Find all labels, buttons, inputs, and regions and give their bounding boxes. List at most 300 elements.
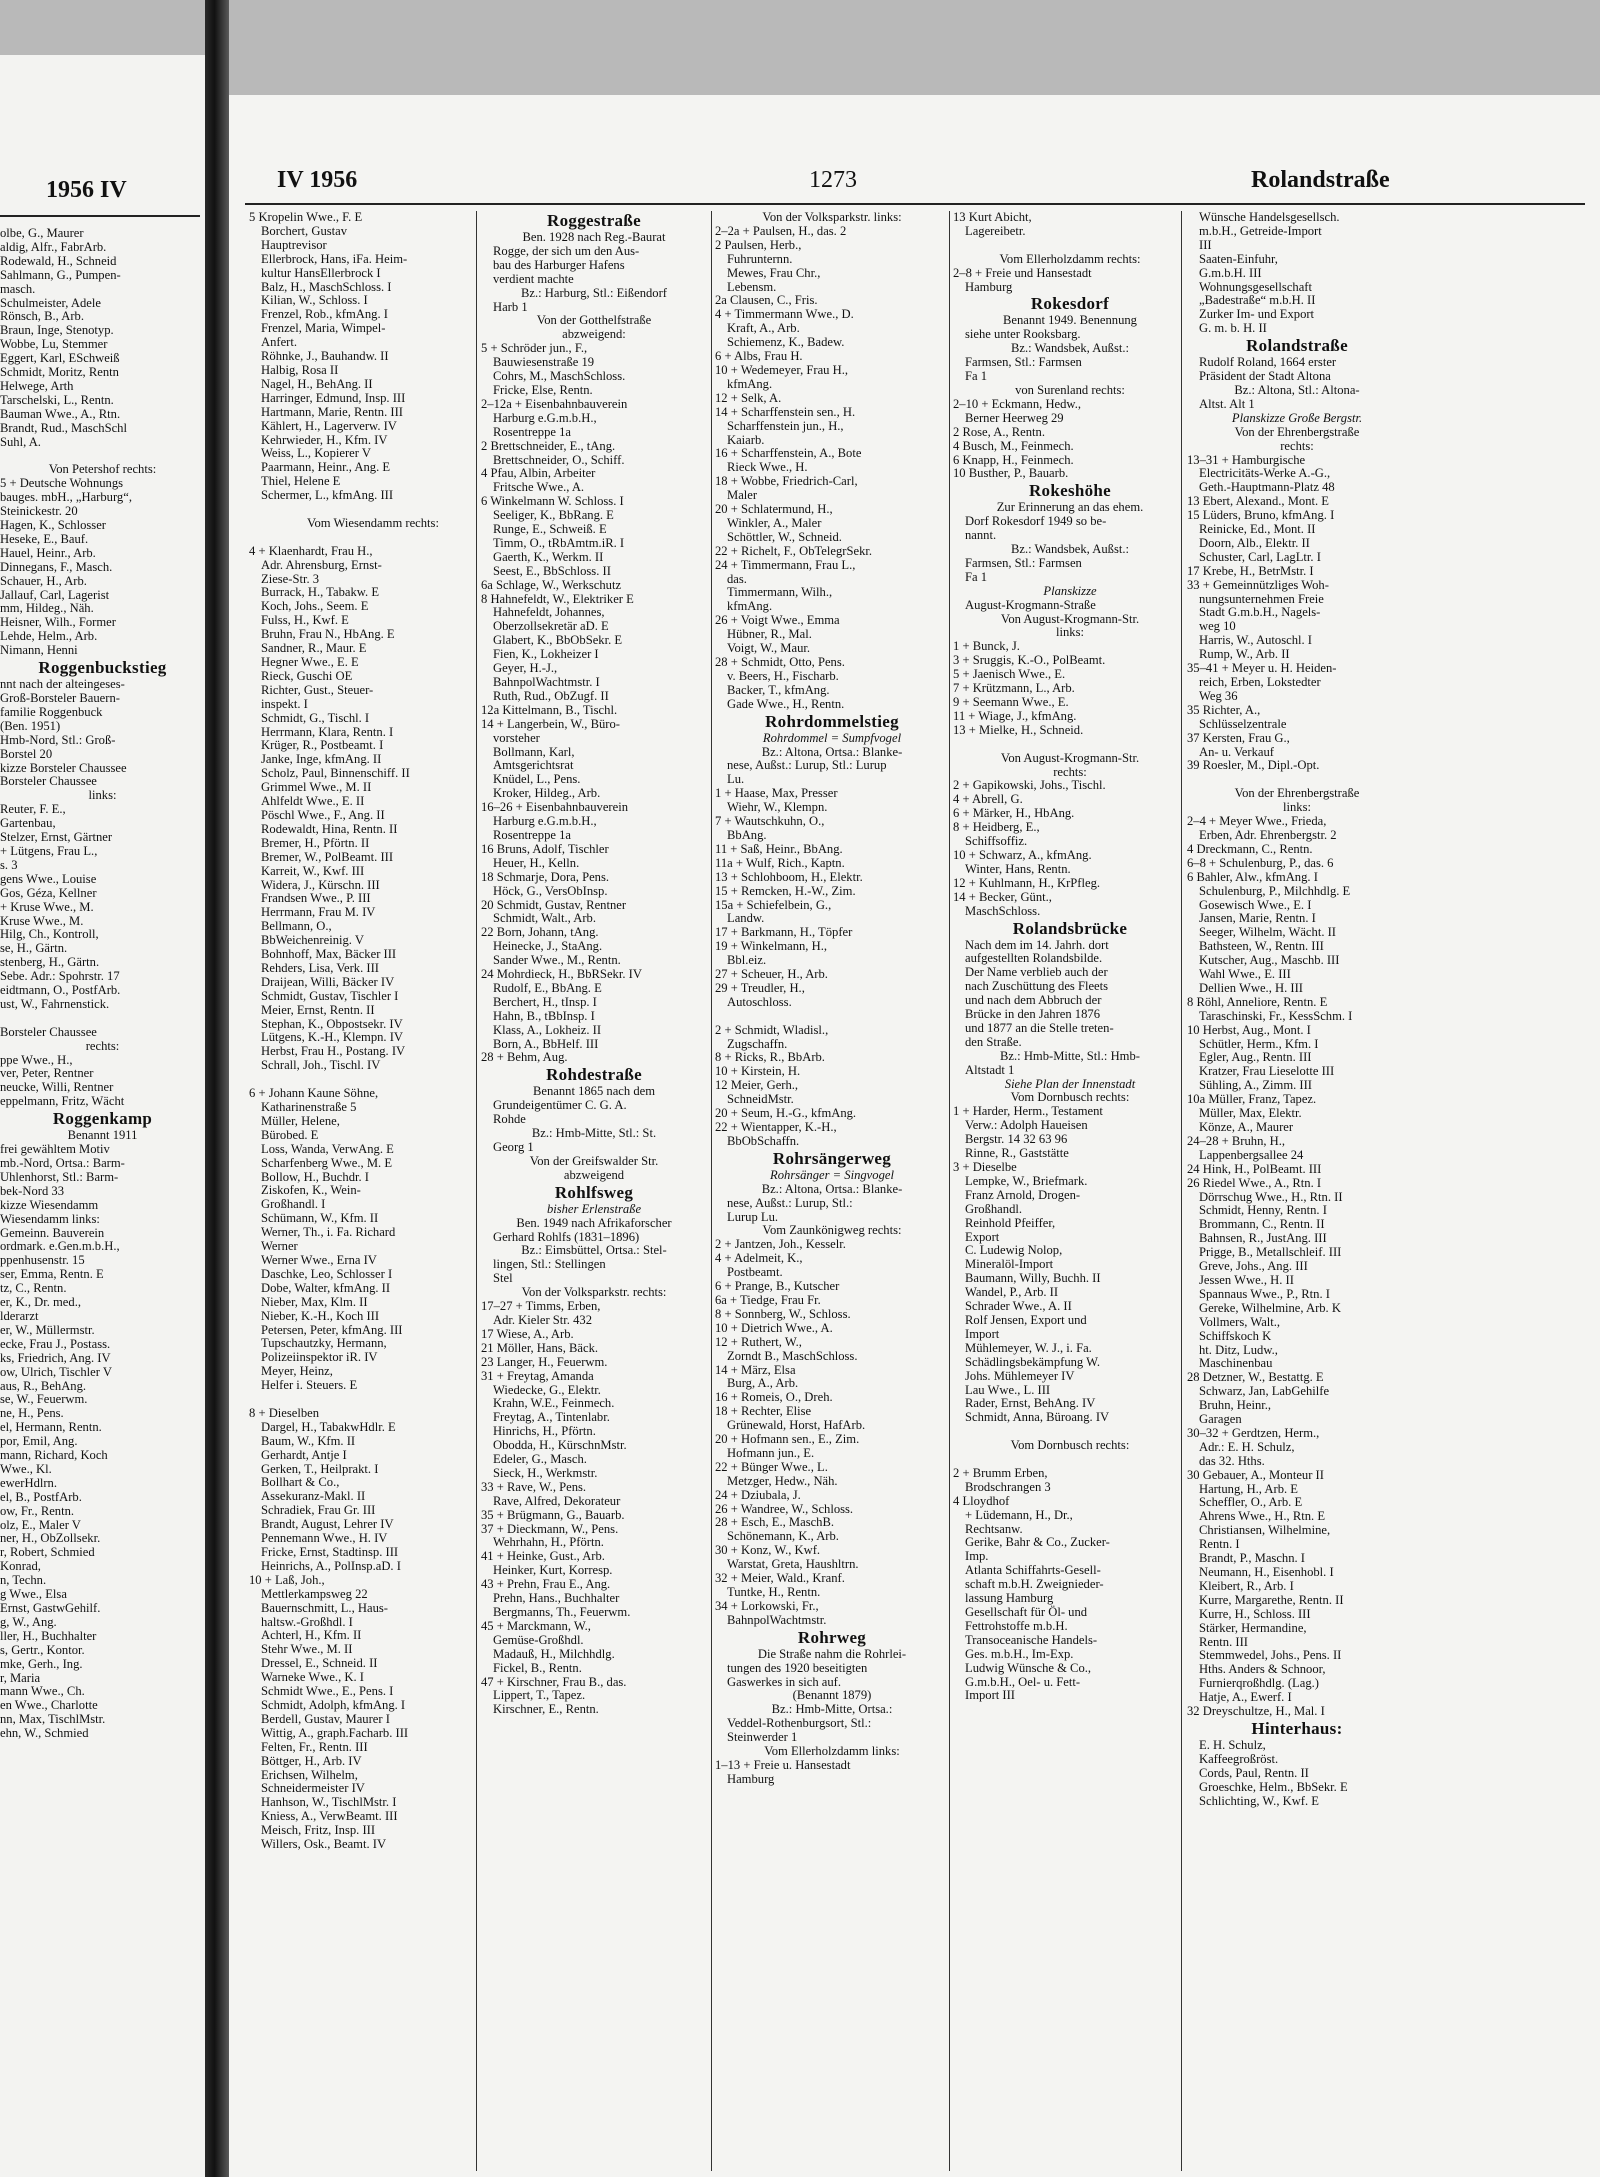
directory-entry: Bruhn, Frau N., HbAng. E	[261, 627, 395, 642]
directory-entry: G. m. b. H. II	[1199, 321, 1267, 336]
directory-entry: Wobbe, Lu, Stemmer	[0, 337, 108, 352]
directory-entry: Wiedecke, G., Elektr.	[493, 1382, 601, 1397]
directory-entry: 4 Pfau, Albin, Arbeiter	[481, 466, 596, 481]
directory-entry: 16 + Scharffenstein, A., Bote	[715, 446, 862, 461]
directory-entry	[715, 1010, 949, 1024]
directory-entry: Bremer, W., PolBeamt. III	[261, 849, 394, 864]
directory-entry: Dobe, Walter, kfmAng. II	[261, 1280, 391, 1295]
directory-entry: mm, Hildeg., Näh.	[0, 601, 94, 616]
directory-entry: olz, E., Maler V	[0, 1517, 81, 1532]
directory-entry: inspekt. I	[261, 696, 308, 711]
directory-entry: Draijean, Willi, Bäcker IV	[261, 974, 395, 989]
directory-entry: 13 + Mielke, H., Schneid.	[953, 722, 1084, 737]
directory-entry: nn, Max, TischlMstr.	[0, 1712, 106, 1727]
directory-entry: 22 Born, Johann, tAng.	[481, 925, 599, 940]
directory-entry: Neumann, H., Eisenhobl. I	[1199, 1565, 1334, 1579]
directory-entry: Meier, Ernst, Rentn. II	[261, 1002, 375, 1017]
directory-entry: Koch, Johs., Seem. E	[261, 599, 369, 614]
directory-entry: Spannaus Wwe., P., Rtn. I	[1199, 1286, 1330, 1301]
directory-entry: 5 + Schröder jun., F.,	[481, 341, 588, 356]
directory-entry: Kilian, W., Schloss. I	[261, 293, 368, 308]
directory-entry: Fulss, H., Kwf. E	[261, 613, 349, 628]
directory-entry: Kurre, Margarethe, Rentn. II	[1199, 1592, 1344, 1607]
directory-entry: 10a Müller, Franz, Tapez.	[1187, 1092, 1317, 1107]
directory-entry: Gaswerkes in sich auf.	[727, 1674, 842, 1689]
directory-entry: Schrall, Joh., Tischl. IV	[261, 1058, 381, 1073]
directory-entry: kfmAng.	[727, 376, 773, 391]
directory-entry: Gaerth, K., Werkm. II	[493, 549, 604, 564]
directory-entry: Zugschaffn.	[727, 1036, 788, 1051]
directory-entry: 1 + Haase, Max, Presser	[715, 786, 838, 801]
directory-entry: 11a + Wulf, Rich., Kaptn.	[715, 855, 845, 870]
directory-entry: 2–4 + Meyer Wwe., Frieda,	[1187, 814, 1327, 829]
directory-entry: s. 3	[0, 857, 18, 872]
directory-entry: Seeger, Wilhelm, Wächt. II	[1199, 925, 1337, 940]
directory-entry: Brandt, P., Maschn. I	[1199, 1551, 1305, 1566]
directory-entry: rechts:	[1053, 764, 1087, 779]
directory-entry: links:	[88, 788, 117, 803]
directory-entry: Ruth, Rud., ObZugf. II	[493, 688, 609, 703]
directory-entry: Benannt 1865 nach dem	[532, 1084, 656, 1099]
directory-entry: Ges. m.b.H., Im-Exp.	[965, 1646, 1074, 1661]
street-heading: Rohrsängerweg	[772, 1148, 892, 1168]
directory-entry: 16–26 + Eisenbahnbauverein	[481, 800, 628, 815]
directory-entry: Stärker, Hermandine,	[1199, 1620, 1307, 1635]
directory-entry: en Wwe., Charlotte	[0, 1698, 98, 1713]
directory-entry: Bergmanns, Th., Feuerwm.	[493, 1605, 631, 1619]
directory-entry: Gerhardt, Antje I	[261, 1447, 347, 1462]
directory-entry: Rader, Ernst, BehAng. IV	[965, 1396, 1096, 1411]
directory-entry: Imp.	[965, 1549, 989, 1564]
column-separator	[1181, 211, 1182, 2171]
directory-entry: BbAng.	[727, 827, 767, 842]
directory-entry: m.b.H., Getreide-Import	[1199, 223, 1322, 238]
directory-entry: aldig, Alfr., FabrArb.	[0, 239, 107, 254]
directory-entry: Zur Erinnerung an das ehem.	[996, 500, 1144, 515]
directory-entry: Glabert, K., BbObSekr. E	[493, 633, 623, 648]
directory-entry: 28 Detzner, W., Bestattg. E	[1187, 1370, 1324, 1385]
directory-entry: Gos, Géza, Kellner	[0, 885, 97, 900]
directory-entry: 10 + Schwarz, A., kfmAng.	[953, 847, 1092, 862]
directory-entry: 7 + Krützmann, L., Arb.	[953, 681, 1075, 696]
left-column-entries	[0, 227, 205, 1741]
directory-entry: eppelmann, Fritz, Wächt	[0, 1094, 125, 1109]
directory-entry: Ahlfeldt Wwe., E. II	[261, 794, 365, 809]
directory-entry: 3 + Sruggis, K.-O., PolBeamt.	[953, 653, 1106, 668]
directory-entry: Fuhrunternn.	[727, 251, 793, 266]
directory-entry: Balz, H., MaschSchloss. I	[261, 279, 392, 294]
directory-entry: Runge, E., Schweiß. E	[493, 522, 607, 537]
directory-entry: Georg 1	[493, 1140, 534, 1154]
directory-entry: Rosentreppe 1a	[493, 827, 571, 842]
directory-entry: links:	[1056, 625, 1084, 640]
directory-entry: Obodda, H., KürschnMstr.	[493, 1438, 627, 1453]
directory-entry: Hinrichs, H., Pförtn.	[493, 1424, 596, 1439]
directory-entry: Vom Dornbusch rechts:	[1010, 1090, 1130, 1105]
directory-entry: siehe unter Rooksbarg.	[965, 327, 1081, 342]
directory-entry: Warstat, Greta, Haushltrn.	[727, 1557, 859, 1572]
directory-entry: Klass, A., Lokheiz. II	[493, 1022, 602, 1037]
directory-entry: 2–10 + Eckmann, Hedw.,	[953, 396, 1081, 411]
directory-entry: Thiel, Helene E	[261, 474, 341, 489]
directory-entry: Heuer, H., Kelln.	[493, 855, 580, 870]
directory-entry: Lau Wwe., L. III	[965, 1382, 1051, 1397]
directory-entry: Planskizze Große Bergstr.	[1231, 410, 1363, 425]
directory-entry: Vom Ellerholzdamm links:	[764, 1744, 900, 1759]
directory-entry: Hauptrevisor	[261, 237, 327, 252]
directory-entry: Rönsch, B., Arb.	[0, 309, 84, 324]
directory-entry: Ernst, GastwGehilf.	[0, 1601, 101, 1615]
column-1	[249, 211, 497, 1852]
directory-entry: Bremer, H., Pförtn. II	[261, 835, 370, 850]
directory-entry: Scheffler, O., Arb. E	[1199, 1495, 1303, 1510]
directory-entry: Schmidt, Moritz, Rentn	[0, 365, 119, 380]
directory-entry: Export	[965, 1229, 1000, 1244]
directory-entry: Grundeigentümer C. G. A.	[493, 1098, 627, 1113]
directory-entry: Hatje, A., Ewerf. I	[1199, 1690, 1292, 1705]
directory-entry: Garagen	[1199, 1412, 1242, 1427]
directory-entry: Rave, Alfred, Dekorateur	[493, 1493, 621, 1508]
directory-entry: + Lüdemann, H., Dr.,	[965, 1507, 1073, 1522]
directory-entry: Vom Ellerholzdamm rechts:	[999, 251, 1141, 266]
directory-entry: Rechtsanw.	[965, 1521, 1023, 1536]
directory-entry: 32 Dreyschultze, H., Mal. I	[1187, 1704, 1325, 1719]
directory-entry: (Ben. 1951)	[0, 718, 61, 733]
street-heading: Rohrweg	[797, 1627, 867, 1647]
directory-entry: Ludwig Wünsche & Co.,	[965, 1660, 1092, 1675]
directory-entry: Halbig, Rosa II	[261, 362, 339, 377]
directory-entry: Suhl, A.	[0, 434, 41, 449]
directory-entry	[953, 1425, 1187, 1439]
directory-entry: Backer, T., kfmAng.	[727, 682, 830, 697]
column-3	[715, 211, 949, 1787]
directory-entry: lingen, Stl.: Stellingen	[493, 1257, 606, 1272]
directory-entry: Fa 1	[965, 369, 988, 384]
directory-entry: Furnierqroßhdlg. (Lag.)	[1199, 1676, 1319, 1691]
directory-entry: Schönemann, K., Arb.	[727, 1529, 839, 1544]
directory-entry: 37 + Dieckmann, W., Pens.	[481, 1521, 619, 1536]
directory-entry: Hauel, Heinr., Arb.	[0, 545, 96, 560]
directory-entry: er, W., Müllermstr.	[0, 1322, 95, 1337]
directory-entry: Winter, Hans, Rentn.	[965, 861, 1071, 876]
directory-entry: Ahrens Wwe., H., Rtn. E	[1199, 1509, 1326, 1524]
directory-entry: Bohnhoff, Max, Bäcker III	[261, 947, 397, 962]
directory-entry: Harb 1	[493, 299, 528, 314]
directory-entry: 18 + Wobbe, Friedrich-Carl,	[715, 474, 858, 489]
directory-entry: Gerhard Rohlfs (1831–1896)	[493, 1229, 640, 1244]
directory-entry: Wwe., Kl.	[0, 1461, 52, 1476]
directory-entry: mke, Gerh., Ing.	[0, 1656, 83, 1671]
directory-entry: ner, H., ObZollsekr.	[0, 1531, 101, 1546]
directory-entry: Berner Heerweg 29	[965, 410, 1064, 425]
directory-entry: Bürobed. E	[261, 1127, 319, 1142]
directory-entry: tz, C., Rentn.	[0, 1281, 67, 1296]
directory-entry: Willers, Osk., Beamt. IV	[261, 1837, 387, 1852]
directory-entry: Röhnke, J., Bauhandw. II	[261, 349, 389, 364]
directory-entry: Vom Zaunkönigweg rechts:	[762, 1223, 902, 1238]
directory-entry: kultur HansEllerbrock I	[261, 265, 381, 280]
directory-entry: Prehn, Hans., Buchhalter	[493, 1591, 620, 1606]
directory-entry: Schmidt, Anna, Büroang. IV	[965, 1410, 1110, 1425]
directory-entry: 37 Kersten, Frau G.,	[1187, 730, 1290, 745]
directory-entry: Lippert, T., Tapez.	[493, 1688, 586, 1703]
directory-entry: Schmidt, Gustav, Tischler I	[261, 988, 399, 1003]
directory-entry: 30 Gebauer, A., Monteur II	[1187, 1467, 1324, 1482]
directory-entry: Widera, J., Kürschn. III	[261, 877, 380, 892]
directory-entry: Rudolf, E., BbAng. E	[493, 980, 602, 995]
directory-entry: vorsteher	[493, 730, 540, 745]
directory-entry: 2 Brettschneider, E., tAng.	[481, 438, 616, 453]
directory-entry: Kniess, A., VerwBeamt. III	[261, 1809, 398, 1824]
directory-entry: Brodschrangen 3	[965, 1479, 1051, 1494]
directory-entry: Steinwerder 1	[727, 1730, 798, 1745]
directory-entry: Kratzer, Frau Lieselotte III	[1199, 1064, 1335, 1079]
directory-entry: Warneke Wwe., K. I	[261, 1670, 364, 1685]
directory-entry: Frenzel, Maria, Wimpel-	[261, 321, 386, 336]
directory-entry: 26 Riedel Wwe., A., Rtn. I	[1187, 1175, 1322, 1190]
directory-entry: Madauß, H., Milchhdlg.	[493, 1646, 615, 1661]
directory-entry: Tarschelski, L., Rentn.	[0, 392, 114, 407]
directory-entry: links:	[1283, 800, 1311, 815]
street-heading: Rolandsbrücke	[1012, 918, 1128, 938]
directory-entry: Atlanta Schiffahrts-Gesell-	[965, 1563, 1101, 1578]
directory-entry: 45 + Marckmann, W.,	[481, 1618, 591, 1633]
directory-entry: Erben, Adr. Ehrenbergstr. 2	[1199, 827, 1337, 842]
directory-entry: Timm, O., tRbAmtm.iR. I	[493, 535, 625, 550]
directory-entry: Wohnungsgesellschaft	[1199, 279, 1313, 294]
directory-entry: bek-Nord 33	[0, 1183, 65, 1198]
directory-entry: ppenhusenstr. 15	[0, 1253, 85, 1268]
directory-entry: Kurre, H., Schloss. III	[1199, 1606, 1311, 1621]
directory-entry: Import III	[965, 1688, 1016, 1703]
directory-entry: Bathsteen, W., Rentn. III	[1199, 939, 1324, 954]
directory-entry: 8 + Ricks, R., BbArb.	[715, 1050, 825, 1065]
directory-entry: 5 + Deutsche Wohnungs	[0, 476, 124, 491]
directory-entry: Rehders, Lisa, Verk. III	[261, 960, 379, 975]
directory-entry: 8 + Heidberg, E.,	[953, 820, 1040, 835]
directory-entry: 24 + Timmermann, Frau L.,	[715, 557, 856, 572]
directory-entry: Von der Greifswalder Str.	[529, 1153, 659, 1168]
directory-entry: Von August-Krogmann-Str.	[1000, 750, 1140, 765]
directory-entry: 4 + Abrell, G.	[953, 792, 1023, 807]
directory-entry: 10 + Laß, Joh.,	[249, 1572, 325, 1587]
directory-entry: Stehr Wwe., M. II	[261, 1642, 353, 1657]
directory-entry: SchneidMstr.	[727, 1092, 794, 1107]
street-heading: Rolandstraße	[1246, 336, 1348, 356]
directory-entry: 10 Herbst, Aug., Mont. I	[1187, 1022, 1311, 1037]
directory-entry: Heisner, Wilh., Former	[0, 615, 116, 630]
directory-entry: Petersen, Peter, kfmAng. III	[261, 1322, 403, 1337]
directory-entry: Jessen Wwe., H. II	[1199, 1272, 1294, 1287]
directory-entry: s, Gertr., Kontor.	[0, 1642, 85, 1657]
directory-entry: Fricke, Else, Rentn.	[493, 382, 593, 397]
street-heading: Rokesdorf	[1030, 294, 1110, 314]
directory-entry: 24–28 + Bruhn, H.,	[1187, 1133, 1286, 1148]
directory-entry: Bahnsen, R., JustAng. III	[1199, 1231, 1327, 1246]
directory-entry: 5 + Jaenisch Wwe., E.	[953, 667, 1066, 682]
directory-entry: 8 Röhl, Anneliore, Rentn. E	[1187, 994, 1328, 1009]
directory-entry: Bz.: Altona, Ortsa.: Blanke-	[761, 744, 903, 759]
directory-entry: olbe, G., Maurer	[0, 227, 84, 240]
directory-entry: Grimmel Wwe., M. II	[261, 780, 372, 795]
directory-entry: aufgestellten Rolandsbilde.	[965, 951, 1103, 966]
directory-entry: neucke, Willi, Rentner	[0, 1080, 114, 1095]
directory-entry: Groß-Borsteler Bauern-	[0, 691, 120, 705]
directory-entry: er, K., Dr. med.,	[0, 1295, 81, 1310]
directory-entry: Von der Ehrenbergstraße	[1234, 786, 1360, 801]
directory-entry: Schulmeister, Adele	[0, 295, 101, 310]
directory-entry: Dressel, E., Schneid. II	[261, 1656, 378, 1671]
directory-entry: 6 + Johann Kaune Söhne,	[249, 1086, 379, 1101]
directory-entry: Sebe. Adr.: Spohrstr. 17	[0, 969, 120, 984]
directory-entry: Bz.: Altona, Stl.: Altona-	[1234, 382, 1360, 397]
directory-entry: Paarmann, Heinr., Ang. E	[261, 460, 391, 475]
directory-entry: Hamburg	[965, 279, 1013, 294]
directory-entry: Großhandl.	[965, 1201, 1023, 1216]
directory-entry: Lempke, W., Briefmark.	[965, 1173, 1088, 1188]
directory-entry: Ellerbrock, Hans, iFa. Heim-	[261, 251, 408, 266]
directory-entry: Geyer, H.-J.,	[493, 661, 558, 676]
directory-entry: r, Maria	[0, 1670, 41, 1685]
directory-entry: ecke, Frau J., Postass.	[0, 1336, 111, 1351]
directory-entry	[249, 503, 497, 517]
directory-entry: Richter, Gust., Steuer-	[261, 682, 374, 697]
directory-entry: Hahn, B., tBbInsp. I	[493, 1008, 595, 1023]
directory-entry: por, Emil, Ang.	[0, 1434, 78, 1449]
directory-entry: Helfer i. Steuers. E	[261, 1378, 358, 1393]
directory-entry: Gemeinn. Bauverein	[0, 1225, 105, 1240]
directory-entry: Sieck, H., Werkmstr.	[493, 1465, 598, 1480]
directory-entry: nannt.	[965, 528, 997, 543]
directory-entry: 15a + Schiefelbein, G.,	[715, 897, 832, 912]
directory-entry: Bz.: Hmb-Mitte, Stl.: St.	[531, 1126, 657, 1141]
directory-entry: C. Ludewig Nolop,	[965, 1243, 1063, 1258]
directory-entry: Rosentreppe 1a	[493, 424, 571, 439]
directory-entry: 27 + Scheuer, H., Arb.	[715, 967, 828, 982]
directory-entry: Brandt, Rud., MaschSchl	[0, 420, 127, 435]
directory-entry: 14 + Scharffenstein sen., H.	[715, 404, 856, 419]
directory-entry: kizze Wiesendamm	[0, 1197, 99, 1212]
directory-entry: 28 + Esch, E., MaschB.	[715, 1515, 835, 1530]
directory-entry: Fickel, B., Rentn.	[493, 1660, 582, 1675]
directory-entry: Weg 36	[1199, 688, 1238, 703]
directory-entry: BahnpolWachtmstr.	[727, 1612, 827, 1627]
directory-entry: Wünsche Handelsgesellsch.	[1199, 211, 1340, 224]
directory-entry: 10 + Wedemeyer, Frau H.,	[715, 362, 849, 377]
page-series-year: IV 1956	[277, 167, 358, 193]
directory-entry: Schuster, Carl, LagLtr. I	[1199, 549, 1321, 564]
directory-entry: Scharfenberg Wwe., M. E	[261, 1155, 393, 1170]
directory-entry: Adr.: E. H. Schulz,	[1199, 1439, 1295, 1454]
directory-entry: se, H., Gärtn.	[0, 941, 68, 956]
directory-entry: BbObSchaffn.	[727, 1133, 800, 1148]
directory-entry: Schmidt Wwe., E., Pens. I	[261, 1684, 394, 1699]
directory-entry: Schmidt, G., Tischl. I	[261, 710, 370, 725]
directory-entry: 13–31 + Hamburgische	[1187, 452, 1306, 467]
directory-entry: Gemüse-Großhdl.	[493, 1632, 584, 1647]
directory-entry: Gereke, Wilhelmine, Arb. K	[1199, 1300, 1341, 1315]
directory-entry: 21 Möller, Hans, Bäck.	[481, 1340, 599, 1355]
directory-entry: Landw.	[727, 911, 765, 926]
directory-entry: bisher Erlenstraße	[546, 1201, 642, 1216]
directory-entry: und nach dem Abbruch der	[965, 993, 1102, 1008]
directory-entry: Fa 1	[965, 569, 988, 584]
directory-entry: Helwege, Arth	[0, 378, 74, 393]
directory-entry: Schmidt, Walt., Arb.	[493, 911, 596, 926]
directory-entry: nese, Außst.: Lurup, Stl.: Lurup	[727, 758, 887, 773]
directory-entry: Müller, Helene,	[261, 1113, 340, 1128]
directory-entry: Bbl.eiz.	[727, 953, 767, 968]
directory-entry: Kruse Wwe., M.	[0, 913, 84, 928]
directory-entry: Lu.	[727, 772, 745, 787]
directory-entry: Franz Arnold, Drogen-	[965, 1187, 1081, 1202]
directory-entry: Müller, Max, Elektr.	[1199, 1106, 1302, 1121]
directory-entry: Rohrdommel = Sumpfvogel	[762, 730, 902, 745]
directory-entry: bauges. mbH., „Harburg“,	[0, 490, 132, 505]
left-page-fragment	[0, 55, 205, 2177]
directory-entry: Schiemenz, K., Badew.	[727, 335, 845, 350]
directory-entry: Bollow, H., Buchdr. I	[261, 1169, 369, 1184]
directory-entry: Scholz, Paul, Binnenschiff. II	[261, 766, 410, 781]
directory-entry: Ziese-Str. 3	[261, 571, 320, 586]
directory-entry: 6–8 + Schulenburg, P., das. 6	[1187, 855, 1334, 870]
directory-entry: Frenzel, Rob., kfmAng. I	[261, 307, 388, 322]
directory-entry: 4 Lloydhof	[953, 1493, 1010, 1508]
directory-entry: Grünewald, Horst, HafArb.	[727, 1418, 866, 1433]
directory-entry: 14 + März, Elsa	[715, 1362, 796, 1377]
directory-entry: 2–2a + Paulsen, H., das. 2	[715, 223, 847, 238]
directory-entry: Altstadt 1	[965, 1062, 1015, 1077]
directory-entry: ow, Ulrich, Tischler V	[0, 1364, 112, 1379]
directory-entry: Schneidermeister IV	[261, 1781, 365, 1796]
directory-entry: ser, Emma, Rentn. E	[0, 1267, 104, 1282]
directory-entry: Schulenburg, P., Milchhdlg. E	[1199, 883, 1351, 898]
directory-entry: Scharffenstein jun., H.,	[727, 418, 844, 433]
directory-entry: Rieck, Guschi OE	[261, 668, 353, 683]
directory-entry: 24 Hink, H., PolBeamt. III	[1187, 1161, 1322, 1176]
directory-entry: familie Roggenbuck	[0, 704, 103, 719]
directory-entry: Harburg e.G.m.b.H.,	[493, 410, 597, 425]
directory-entry: Adr. Ahrensburg, Ernst-	[261, 557, 382, 572]
directory-entry: el, B., PostfArb.	[0, 1489, 82, 1504]
directory-entry: g Wwe., Elsa	[0, 1587, 67, 1602]
directory-entry: ow, Fr., Rentn.	[0, 1503, 75, 1518]
column-4	[953, 211, 1187, 1703]
directory-entry: und 1877 an die Stelle treten-	[965, 1020, 1114, 1035]
directory-entry: Jallauf, Carl, Lagerist	[0, 587, 110, 602]
directory-entry: Eggert, Karl, ESchweiß	[0, 351, 120, 366]
directory-entry: 29 + Treudler, H.,	[715, 980, 805, 995]
directory-entry	[249, 531, 497, 545]
directory-entry: Schradiek, Frau Gr. III	[261, 1503, 376, 1518]
directory-entry: Felten, Fr., Rentn. III	[261, 1739, 368, 1754]
directory-entry: Fricke, Ernst, Stadtinsp. III	[261, 1545, 399, 1559]
directory-entry: Import	[965, 1326, 1000, 1341]
directory-entry: 20 + Hofmann sen., E., Zim.	[715, 1432, 860, 1447]
directory-entry: Groeschke, Helm., BbSekr. E	[1199, 1779, 1348, 1794]
directory-entry: 15 Lüders, Bruno, kfmAng. I	[1187, 508, 1335, 523]
directory-entry: Schütler, Herm., Kfm. I	[1199, 1036, 1319, 1051]
directory-entry: ppe Wwe., H.,	[0, 1052, 73, 1067]
directory-entry: Bauernschmitt, L., Haus-	[261, 1600, 388, 1615]
directory-entry: 4 + Timmermann Wwe., D.	[715, 307, 854, 322]
directory-entry: mann, Richard, Koch	[0, 1448, 108, 1463]
directory-entry: 2 + Schmidt, Wladisl.,	[715, 1022, 829, 1037]
directory-entry: Stadt G.m.b.H., Nagels-	[1199, 605, 1321, 620]
directory-entry: v. Beers, H., Fischarb.	[727, 668, 839, 683]
directory-entry: Lagereibetr.	[965, 223, 1026, 238]
directory-entry: MaschSchloss.	[965, 903, 1041, 918]
